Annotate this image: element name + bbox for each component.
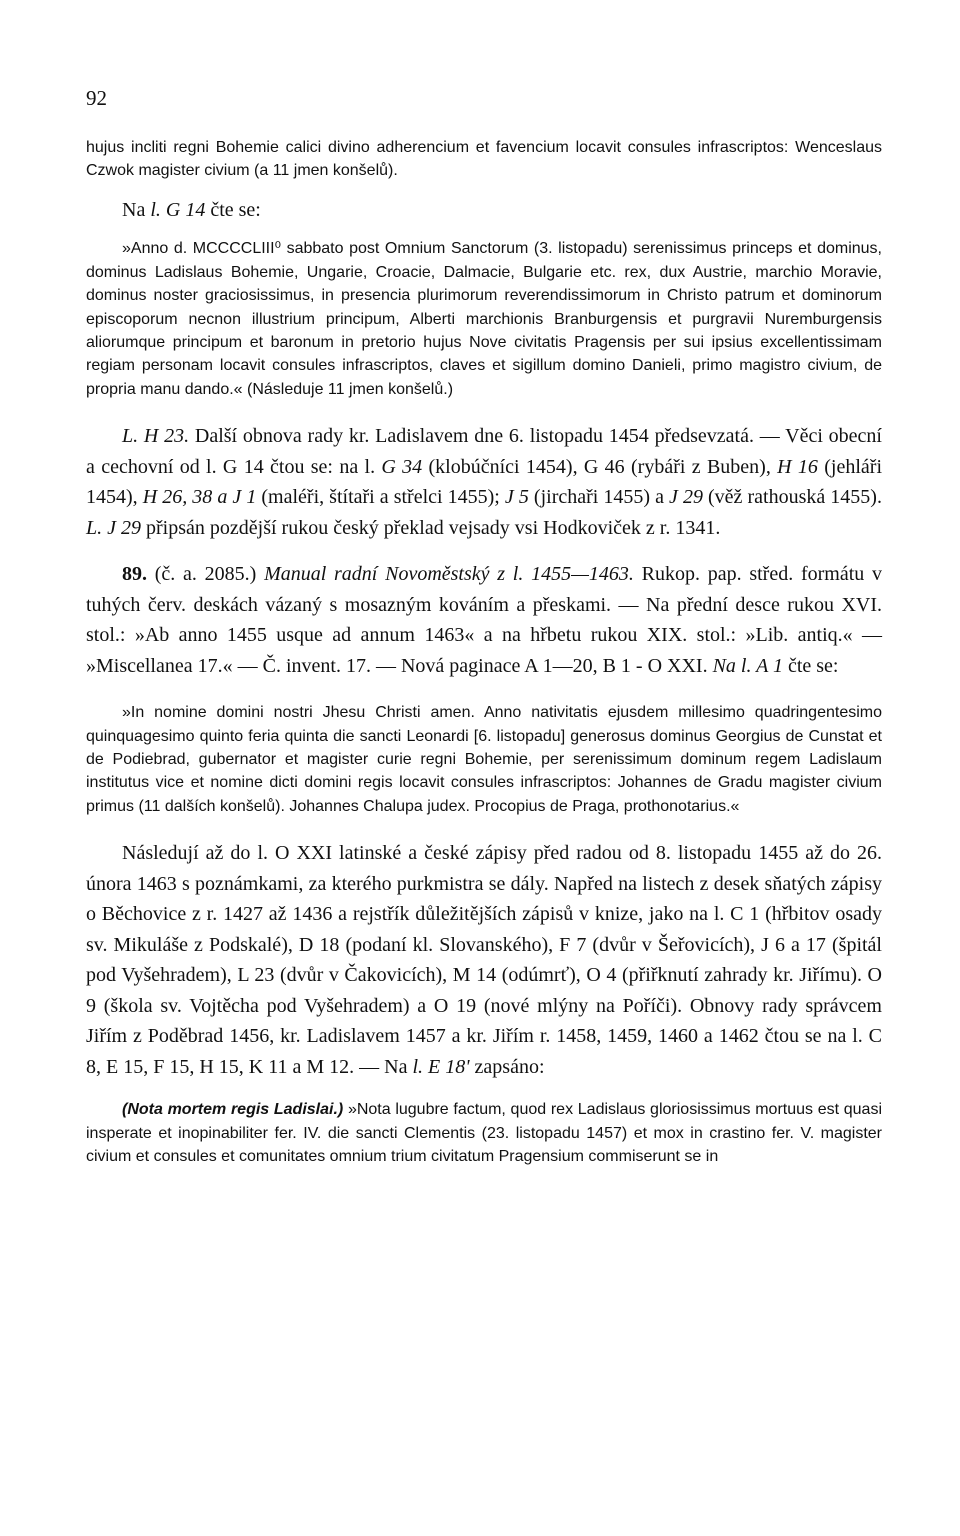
quotation-anno-1453: »Anno d. MCCCCLIII⁰ sabbato post Omnium Sanctorum (3. listopadu) serenissimus princeps et dominus, dominus Ladislaus Bohemie, Ungarie, Croacie, Dalmacie, Bulgarie etc. rex, dux Austrie, marchio Moravie, dominus noster graciosissimus, in presencia plurimorum reverendissimorum in Christo patrum et dominorum episcoporum necnon illustrium principum, Alberti marchionis Branburgensis et purgravii Nuremburgensis aliorumque principum et baronum in pretorio hujus Nove civitatis Pragensis per sui ipsius excellentissimam regiam personam locavit consules infrascriptos, claves et sigillum domino Danieli, primo magistro civium, de propria manu dando.« (Následuje 11 jmen konšelů.) [86,240,882,398]
text-segment: (věž rathouská 1455). [702,486,882,509]
text-segment: (č. a. 2085.) [147,563,265,586]
folio-reference: G 34 [381,455,423,478]
text-segment: čte se: [205,198,261,221]
folio-reference: H 26, 38 a J 1 [142,486,257,509]
text-segment: »Nota lugubre factum, quod rex Ladislaus gloriosissimus mortuus est quasi insperate et inopinabiliter fer. IV. die sancti Clementis (23. listopadu 1457) et mox in crastino fer. V. magister civium et consules et comunitates omnium trium civitatum Pragensium commiserunt se in [86,1101,883,1165]
folio-reference: l. E 18' [412,1055,470,1078]
text-segment: Další obnova rady kr. Ladislavem dne 6. listopadu 1454 předsevzatá. — Věci obecní a cechovní od l. G 14 čtou se: na l. [86,425,882,478]
folio-reference: J 5 [504,486,529,509]
paragraph-g14-intro [86,195,882,226]
folio-reference: L. H 23. [122,425,190,448]
marginal-note: (Nota mortem regis Ladislai.) [122,1101,344,1119]
page-number: 92 [86,86,107,110]
text-segment: (jehláři 1454), [86,455,883,509]
folio-reference: H 16 [777,455,818,478]
page-content [86,136,882,1168]
text-segment: Následují až do l. O XXI latinské a české zápisy před radou od 8. listopadu 1455 až do 26. února 1463 s poznámkami, za kterého purkmistra se dály. Napřed na listech z desek sňatých zápisy o Běchovice z r. 1427 až 1436 a rejstřík důležitějších zápisů v knize, jako na l. C 1 (hřbitov osady sv. Mikuláše z Podskalé), D 18 (podaní kl. Slovanského), F 7 (dvůr v Šeřovicích), J 6 a 17 (špitál pod Vyšehradem), L 23 (dvůr v Čakovicích), M 14 (odúmrť), O 4 (přiřknutí zahrady kr. Jiřímu). O 9 (škola sv. Vojtěcha pod Vyšehradem) a O 19 (nové mlýny na Poříči). Obnovy rady správcem Jiřím z Poděbrad 1456, kr. Ladislavem 1457 a kr. Jiřím r. 1458, 1459, 1460 a 1462 čtou se na l. C 8, E 15, F 15, H 15, K 11 a M 12. — Na [86,842,882,1078]
text-segment: (klobúčníci 1454), G 46 (rybáři z Buben), [422,455,778,478]
text-segment: Na [122,198,151,221]
entry-89-manual [86,559,882,681]
entry-number: 89. [122,563,147,586]
paragraph-h23-renewal [86,421,882,543]
text-segment: zapsáno: [469,1055,545,1078]
quotation-nota-mortem [86,1098,882,1168]
folio-reference: Na l. A 1 [712,654,783,677]
folio-reference: L. J 29 [86,516,141,539]
text-segment: (jirchaři 1455) a [528,486,670,509]
text-segment: Rukop. pap. střed. formátu v tuhých červ. deskách vázaný s mosazným kováním a přeskami. — Na přední desce rukou XVI. stol.: »Ab anno 1455 usque ad annum 1463« a na hřbetu rukou XIX. stol.: »Lib. antiq.« — »Miscellanea 17.« — Č. invent. 17. — Nová paginace A 1—20, B 1 - O XXI. [86,563,883,677]
text-segment: (maléři, štítaři a střelci 1455); [256,486,505,509]
quotation-in-nomine-domini: »In nomine domini nostri Jhesu Christi amen. Anno nativitatis ejusdem millesimo quadringentesimo quinquagesimo quinto feria quinta die sancti Leonardi [6. listopadu] generosus dominus Georgius de Cunstat et de Podiebrad, gubernator et magister curie regni Bohemie, per serenissimum dominum regem Ladislaum institutus vice et nomine dicti domini regis locavit consules infrascriptos: Johannes de Gradu magister civium primus (11 dalších konšelů). Johannes Chalupa judex. Procopius de Praga, prothonotarius.« [86,704,882,815]
text-segment: připsán pozdější rukou český překlad vejsady vsi Hodkoviček z r. 1341. [141,516,721,539]
paragraph-entries-summary [86,838,882,1082]
folio-reference: J 29 [669,486,703,509]
paragraph-consuls-continuation: hujus incliti regni Bohemie calici divino adherencium et favencium locavit consules infrascriptos: Wenceslaus Czwok magister civium (a 11 jmen konšelů). [86,139,882,180]
folio-reference: l. G 14 [150,198,206,221]
text-segment: čte se: [782,654,839,677]
manuscript-title: Manual radní Novoměstský z l. 1455—1463. [264,563,634,586]
